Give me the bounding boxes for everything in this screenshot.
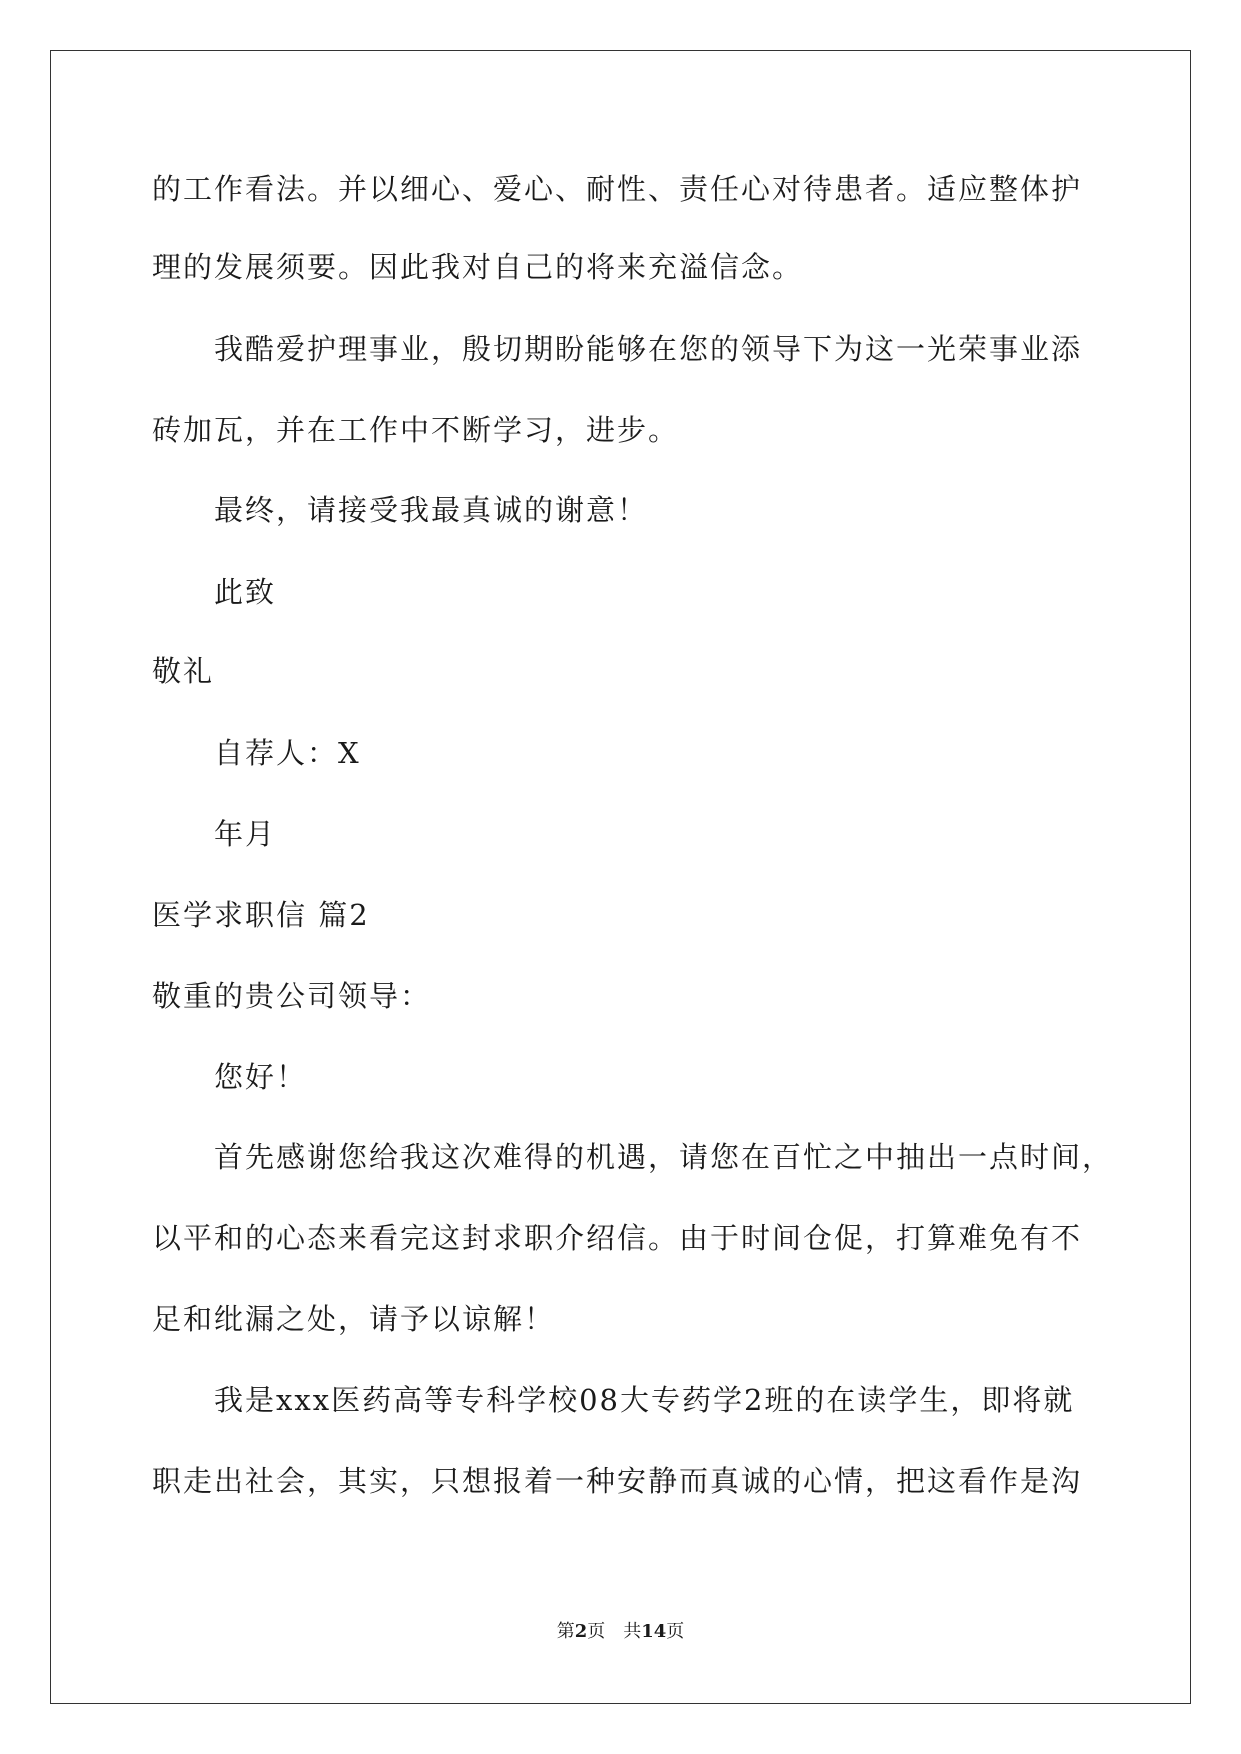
text-line: 敬重的贵公司领导： [152, 979, 432, 1013]
text-line: 足和纰漏之处，请予以谅解！ [152, 1302, 556, 1336]
page-label-suffix: 页 [587, 1621, 606, 1642]
page-number: 2 [574, 1621, 588, 1642]
page-footer [0, 1620, 1241, 1644]
text-line: 首先感谢您给我这次难得的机遇，请您在百忙之中抽出一点时间， [214, 1140, 1114, 1174]
page-border [50, 50, 1191, 1704]
text-line: 砖加瓦，并在工作中不断学习，进步。 [152, 413, 680, 447]
total-label-prefix: 共 [623, 1621, 642, 1642]
total-label-suffix: 页 [666, 1621, 685, 1642]
section-heading: 医学求职信 篇2 [152, 898, 370, 932]
text-line: 敬礼 [152, 654, 215, 688]
text-line: 最终，请接受我最真诚的谢意！ [214, 493, 649, 527]
text-line: 的工作看法。并以细心、爱心、耐性、责任心对待患者。适应整体护 [152, 172, 1083, 206]
text-line: 我酷爱护理事业，殷切期盼能够在您的领导下为这一光荣事业添 [214, 332, 1083, 366]
text-line: 您好！ [214, 1060, 308, 1094]
text-line: 年月 [214, 817, 277, 851]
text-line: 我是xxx医药高等专科学校08大专药学2班的在读学生，即将就 [214, 1383, 1075, 1417]
page-label-prefix: 第 [556, 1621, 575, 1642]
text-line: 理的发展须要。因此我对自己的将来充溢信念。 [152, 250, 804, 284]
total-pages: 14 [641, 1621, 667, 1642]
text-line: 此致 [214, 575, 277, 609]
text-line: 职走出社会，其实，只想报着一种安静而真诚的心情，把这看作是沟 [152, 1464, 1083, 1498]
text-line: 自荐人：X [214, 736, 361, 770]
text-line: 以平和的心态来看完这封求职介绍信。由于时间仓促，打算难免有不 [152, 1221, 1083, 1255]
